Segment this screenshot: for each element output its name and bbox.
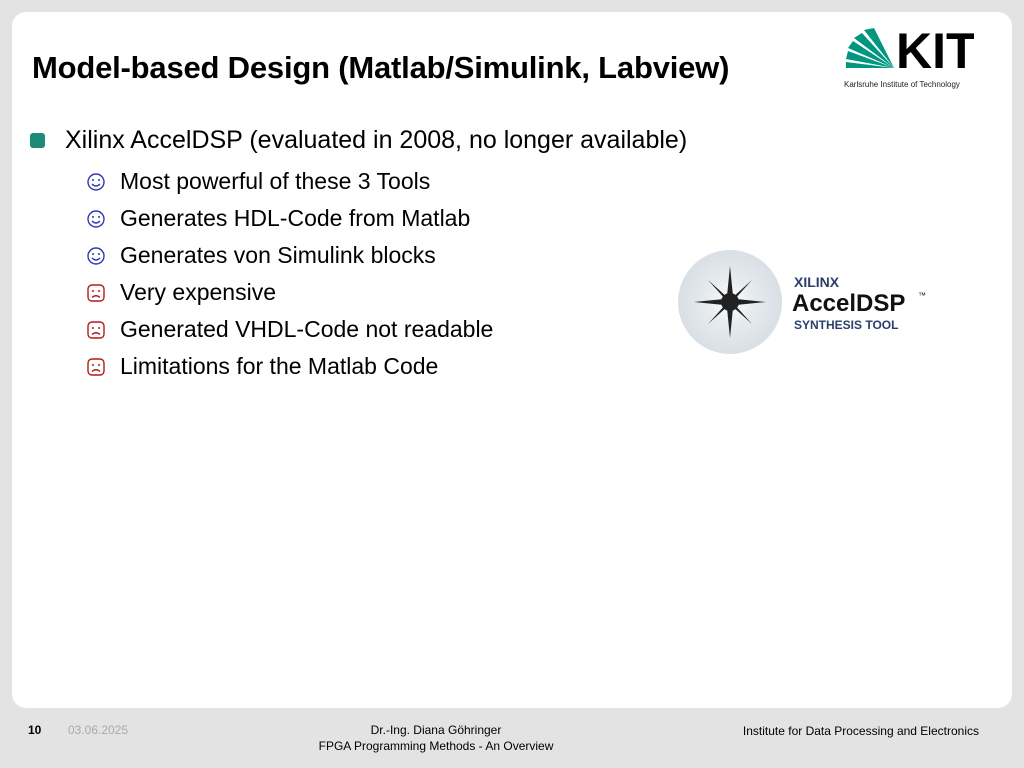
frown-icon bbox=[84, 355, 108, 379]
list-item-text: Generates HDL-Code from Matlab bbox=[120, 205, 471, 231]
xilinx-label: XILINX bbox=[794, 274, 840, 290]
list-item bbox=[84, 274, 493, 311]
slide-title: Model-based Design (Matlab/Simulink, Labview) bbox=[32, 50, 730, 85]
sub-bullet-list bbox=[84, 163, 493, 385]
kit-logo bbox=[844, 24, 974, 98]
frown-icon bbox=[84, 318, 108, 342]
frown-icon bbox=[84, 281, 108, 305]
kit-wordmark: KIT bbox=[896, 24, 974, 79]
bullet-square bbox=[30, 133, 45, 148]
slide-footer bbox=[0, 708, 1024, 768]
synthesis-tool-label: SYNTHESIS TOOL bbox=[794, 318, 899, 332]
page-number: 10 bbox=[28, 723, 42, 737]
list-item-text: Generates von Simulink blocks bbox=[120, 242, 436, 268]
acceldsp-label: AccelDSP bbox=[792, 290, 906, 317]
author-name: Dr.-Ing. Diana Göhringer bbox=[370, 723, 502, 737]
smiley-icon bbox=[84, 244, 108, 268]
slide-date: 03.06.2025 bbox=[68, 723, 129, 737]
kit-logo-mark bbox=[844, 24, 974, 80]
main-bullet bbox=[30, 126, 687, 155]
smiley-icon bbox=[84, 207, 108, 231]
course-title: FPGA Programming Methods - An Overview bbox=[318, 739, 554, 753]
list-item bbox=[84, 237, 493, 274]
acceldsp-logo-image bbox=[668, 236, 928, 356]
list-item bbox=[84, 200, 493, 237]
kit-logo-text: Karlsruhe Institute of Technology bbox=[844, 80, 960, 89]
list-item bbox=[84, 163, 493, 200]
main-bullet-text: Xilinx AccelDSP (evaluated in 2008, no longer available) bbox=[65, 126, 688, 154]
list-item-text: Limitations for the Matlab Code bbox=[120, 353, 439, 379]
trademark-label: ™ bbox=[918, 291, 926, 300]
list-item bbox=[84, 311, 493, 348]
institute-name: Institute for Data Processing and Electronics bbox=[742, 724, 979, 738]
smiley-icon bbox=[84, 170, 108, 194]
footer-center bbox=[300, 722, 572, 754]
list-item-text: Very expensive bbox=[120, 279, 276, 305]
list-item-text: Generated VHDL-Code not readable bbox=[120, 316, 494, 342]
list-item-text: Most powerful of these 3 Tools bbox=[120, 168, 431, 194]
list-item bbox=[84, 348, 493, 385]
